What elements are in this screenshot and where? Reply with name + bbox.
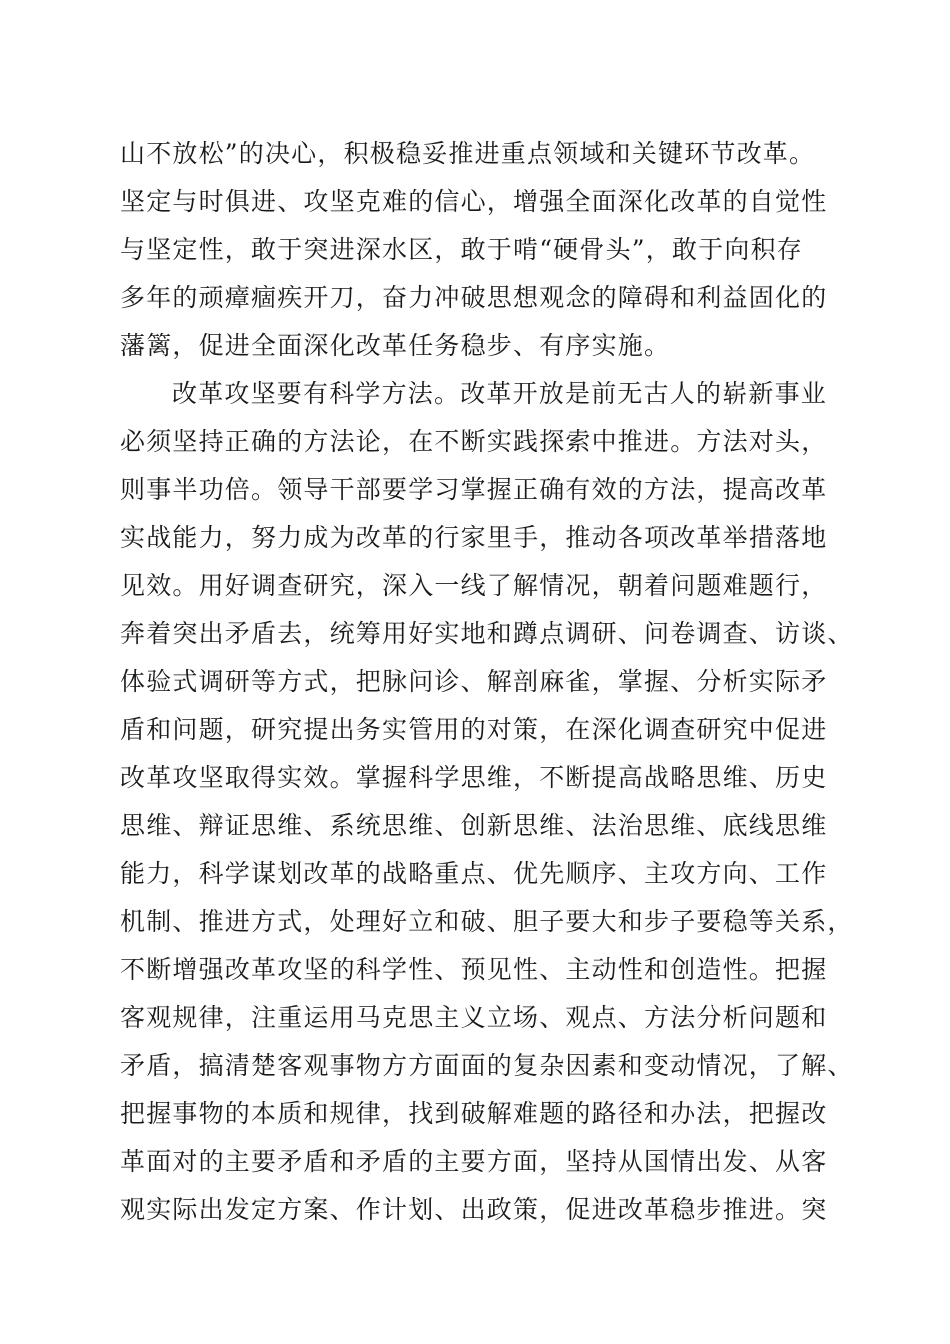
text-line: 山不放松”的决心，积极稳妥推进重点领域和关键环节改革。: [120, 139, 816, 168]
text-line: 多年的顽瘴痼疾开刀，奋力冲破思想观念的障碍和利益固化的: [120, 283, 828, 312]
text-line: 实战能力，努力成为改革的行家里手，推动各项改革举措落地: [120, 523, 828, 552]
text-line: 坚定与时俱进、攻坚克难的信心，增强全面深化改革的自觉性: [120, 187, 828, 216]
text-line: 把握事物的本质和规律，找到破解难题的路径和办法，把握改: [120, 1099, 828, 1128]
text-line: 必须坚持正确的方法论，在不断实践探索中推进。方法对头，: [120, 427, 828, 456]
text-line: 观实际出发定方案、作计划、出政策，促进改革稳步推进。突: [120, 1195, 828, 1224]
text-line: 不断增强改革攻坚的科学性、预见性、主动性和创造性。把握: [120, 955, 828, 984]
paragraph-2: [120, 370, 860, 1234]
text-line: 体验式调研等方式，把脉问诊、解剖麻雀，掌握、分析实际矛: [120, 667, 828, 696]
text-line: 思维、辩证思维、系统思维、创新思维、法治思维、底线思维: [120, 811, 828, 840]
text-line: 矛盾，搞清楚客观事物方方面面的复杂因素和变动情况，了解、: [120, 1051, 854, 1080]
text-line: 盾和问题，研究提出务实管用的对策，在深化调查研究中促进: [120, 715, 828, 744]
text-line: 革面对的主要矛盾和矛盾的主要方面，坚持从国情出发、从客: [120, 1147, 828, 1176]
text-line: 改革攻坚取得实效。掌握科学思维，不断提高战略思维、历史: [120, 763, 828, 792]
text-line: 奔着突出矛盾去，统筹用好实地和蹲点调研、问卷调查、访谈、: [120, 619, 854, 648]
text-line: 机制、推进方式，处理好立和破、胆子要大和步子要稳等关系，: [120, 907, 854, 936]
text-line: 改革攻坚要有科学方法。改革开放是前无古人的崭新事业: [172, 379, 828, 408]
text-line: 见效。用好调查研究，深入一线了解情况，朝着问题难题行，: [120, 571, 828, 600]
document-body: [120, 130, 860, 1234]
text-line: 能力，科学谋划改革的战略重点、优先顺序、主攻方向、工作: [120, 859, 828, 888]
paragraph-1: [120, 130, 860, 370]
text-line: 则事半功倍。领导干部要学习掌握正确有效的方法，提高改革: [120, 475, 828, 504]
text-line: 与坚定性，敢于突进深水区，敢于啃“硬骨头”，敢于向积存: [120, 235, 803, 264]
text-line: 藩篱，促进全面深化改革任务稳步、有序实施。: [120, 331, 671, 360]
text-line: 客观规律，注重运用马克思主义立场、观点、方法分析问题和: [120, 1003, 828, 1032]
